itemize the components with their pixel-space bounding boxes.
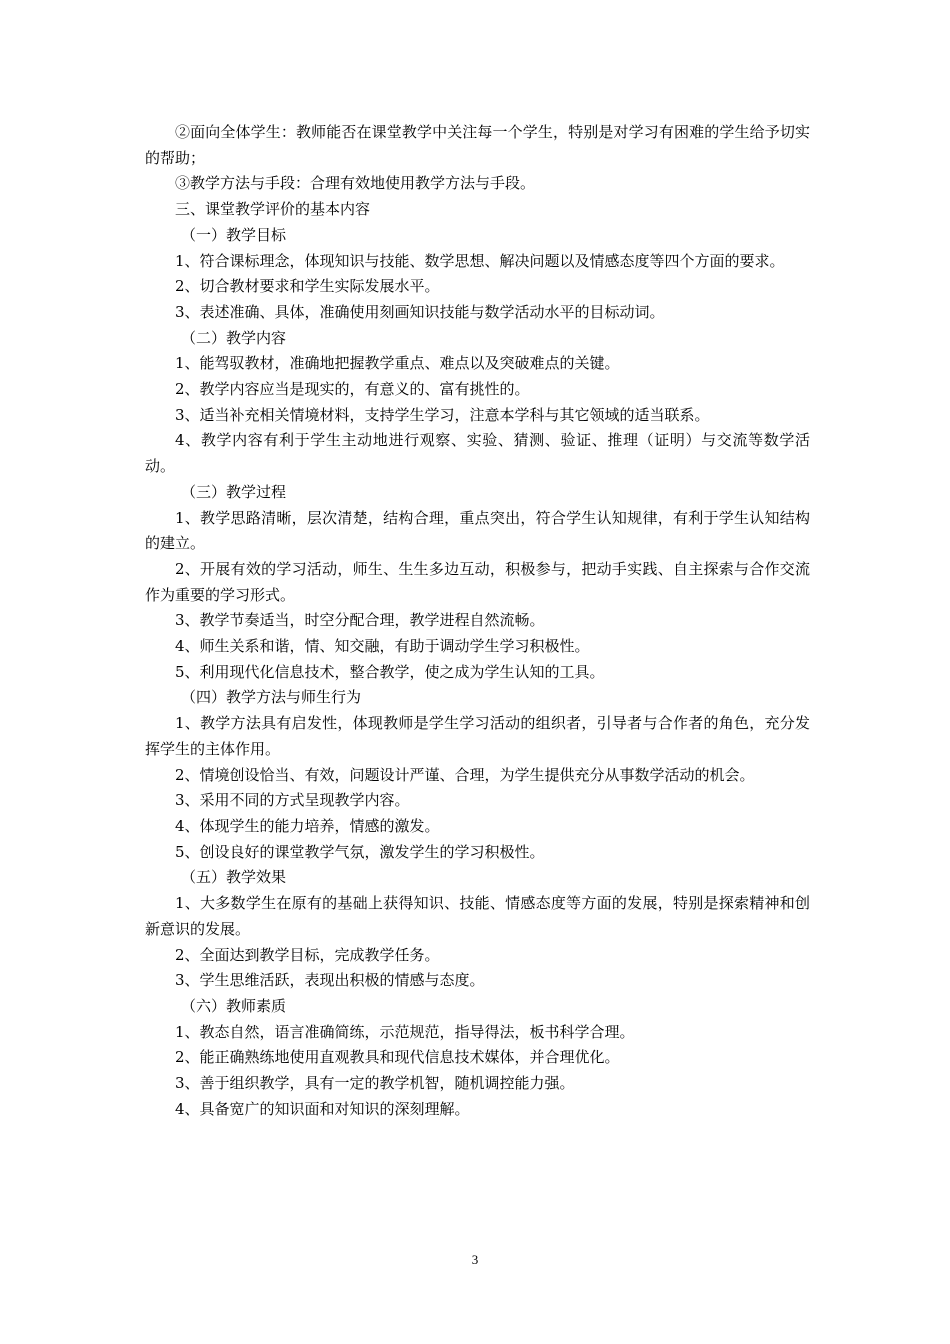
- paragraph: 2、教学内容应当是现实的，有意义的、富有挑性的。: [175, 380, 530, 399]
- paragraph: 4、体现学生的能力培养，情感的激发。: [175, 816, 440, 835]
- paragraph: ③教学方法与手段：合理有效地使用教学方法与手段。: [175, 174, 536, 193]
- paragraph: 1、教学思路清晰，层次清楚，结构合理，重点突出，符合学生认知规律，有利于学生认知结构的建立。: [145, 508, 810, 553]
- paragraph: 3、采用不同的方式呈现教学内容。: [175, 791, 410, 810]
- paragraph: 3、适当补充相关情境材料，支持学生学习，注意本学科与其它领域的适当联系。: [175, 405, 710, 424]
- paragraph: 3、学生思维活跃，表现出积极的情感与态度。: [175, 971, 485, 990]
- page-number: 3: [471, 1252, 479, 1267]
- paragraph: 2、能正确熟练地使用直观教具和现代信息技术媒体，并合理优化。: [175, 1048, 620, 1067]
- paragraph: 3、善于组织教学，具有一定的教学机智，随机调控能力强。: [175, 1074, 575, 1093]
- paragraph: 4、教学内容有利于学生主动地进行观察、实验、猜测、验证、推理（证明）与交流等数学活动。: [145, 431, 810, 476]
- paragraph: 5、创设良好的课堂教学气氛，激发学生的学习积极性。: [175, 842, 545, 861]
- paragraph: 3、教学节奏适当，时空分配合理，教学进程自然流畅。: [175, 611, 545, 630]
- paragraph: 4、具备宽广的知识面和对知识的深刻理解。: [175, 1099, 470, 1118]
- section-heading: 三、课堂教学评价的基本内容: [175, 200, 371, 219]
- paragraph: 1、符合课标理念，体现知识与技能、数学思想、解决问题以及情感态度等四个方面的要求。: [175, 251, 785, 270]
- paragraph: 3、表述准确、具体，准确使用刻画知识技能与数学活动水平的目标动词。: [175, 302, 665, 321]
- paragraph: 5、利用现代化信息技术，整合教学，使之成为学生认知的工具。: [175, 662, 605, 681]
- paragraph: 2、全面达到教学目标，完成教学任务。: [175, 945, 440, 964]
- paragraph: 2、开展有效的学习活动，师生、生生多边互动，积极参与，把动手实践、自主探索与合作交流作为重要的学习形式。: [145, 559, 810, 604]
- paragraph: 2、切合教材要求和学生实际发展水平。: [175, 277, 440, 296]
- document-body: [145, 120, 810, 1122]
- subsection-heading: （二）教学内容: [181, 328, 287, 347]
- paragraph: 1、能驾驭教材，准确地把握教学重点、难点以及突破难点的关键。: [175, 354, 620, 373]
- subsection-heading: （六）教师素质: [181, 996, 287, 1015]
- subsection-heading: （一）教学目标: [181, 225, 287, 244]
- paragraph: 4、师生关系和谐，情、知交融，有助于调动学生学习积极性。: [175, 637, 590, 656]
- paragraph: 1、教学方法具有启发性，体现教师是学生学习活动的组织者，引导者与合作者的角色，充分发挥学生的主体作用。: [145, 714, 810, 758]
- subsection-heading: （五）教学效果: [181, 868, 287, 887]
- paragraph: 2、情境创设恰当、有效，问题设计严谨、合理，为学生提供充分从事数学活动的机会。: [175, 765, 755, 784]
- paragraph: ②面向全体学生：教师能否在课堂教学中关注每一个学生，特别是对学习有困难的学生给予切实的帮助；: [145, 123, 810, 167]
- subsection-heading: （四）教学方法与师生行为: [181, 688, 362, 707]
- subsection-heading: （三）教学过程: [181, 482, 287, 501]
- paragraph: 1、教态自然，语言准确简练，示范规范，指导得法，板书科学合理。: [175, 1022, 635, 1041]
- paragraph: 1、大多数学生在原有的基础上获得知识、技能、情感态度等方面的发展，特别是探索精神和创新意识的发展。: [145, 894, 810, 938]
